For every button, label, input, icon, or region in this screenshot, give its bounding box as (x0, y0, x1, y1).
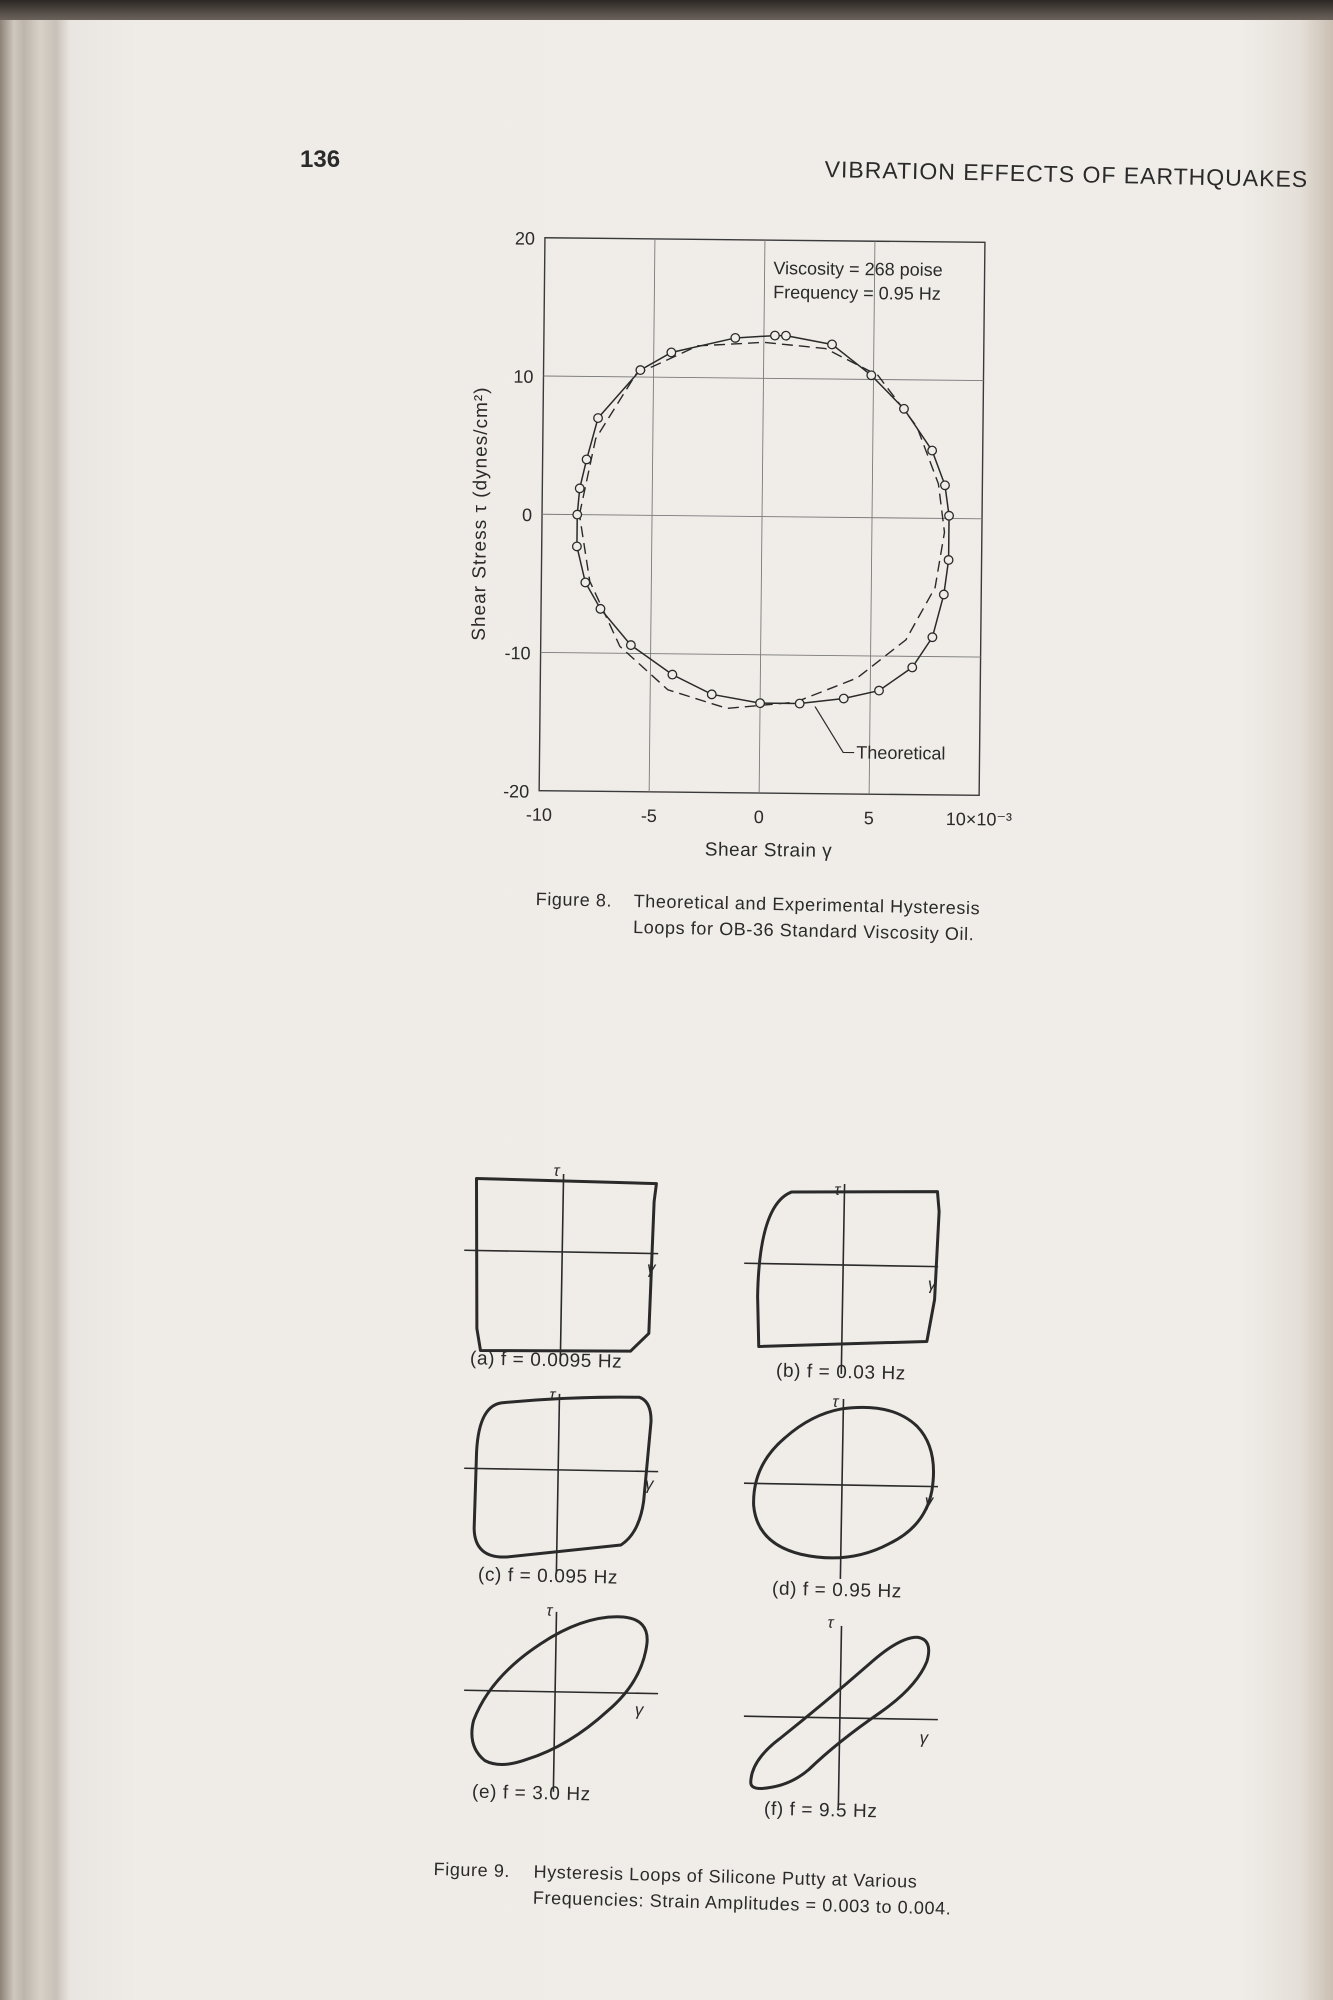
experimental-point (575, 484, 584, 493)
stress-axis-line (838, 1626, 841, 1806)
tau-axis-label: τ (834, 1181, 841, 1199)
gamma-axis-label: γ (927, 1274, 937, 1294)
hysteresis-loop-curve (757, 1188, 940, 1349)
panel-caption-d: (d) f = 0.95 Hz (771, 1578, 903, 1603)
panel-caption-c: (c) f = 0.095 Hz (477, 1564, 619, 1589)
experimental-point (668, 670, 677, 679)
experimental-point (667, 348, 676, 357)
figure-9-caption (433, 1856, 953, 1922)
figure-9-caption-line1: Hysteresis Loops of Silicone Putty at Various (533, 1861, 918, 1892)
experimental-point (839, 694, 848, 703)
tau-axis-label: τ (549, 1386, 556, 1404)
figure-8-caption-line1: Theoretical and Experimental Hysteresis (633, 891, 981, 919)
experimental-point (908, 663, 917, 672)
experimental-point (900, 404, 909, 413)
panel-caption-e: (e) f = 3.0 Hz (471, 1781, 591, 1806)
strain-axis-line (464, 1250, 658, 1253)
figure-8-chart (440, 215, 1020, 875)
strain-axis-line (744, 1263, 938, 1266)
experimental-point (928, 633, 937, 642)
experimental-point (756, 699, 765, 708)
experimental-point (941, 481, 950, 490)
hysteresis-loop-curve (474, 1394, 652, 1559)
experimental-point (771, 331, 780, 340)
figure-8-caption-label: Figure 8. (535, 888, 613, 911)
chart-annotation: Frequency = 0.95 Hz (773, 282, 941, 304)
figure-8-caption-line2: Loops for OB-36 Standard Viscosity Oil. (632, 917, 975, 945)
stress-axis-line (840, 1399, 843, 1579)
strain-axis-line (744, 1716, 938, 1719)
x-axis-label: Shear Strain γ (704, 839, 833, 862)
panel-caption-b: (b) f = 0.03 Hz (775, 1360, 907, 1385)
experimental-point (596, 605, 605, 614)
gamma-axis-label: γ (646, 1258, 656, 1278)
x-tick-label: -10 (525, 804, 553, 825)
figure-8-caption (535, 886, 981, 947)
theoretical-leader-line (815, 707, 855, 753)
hysteresis-loop-panel-c (458, 1378, 671, 1582)
experimental-point (707, 690, 716, 699)
hysteresis-loop-panel-b (738, 1168, 952, 1382)
gamma-axis-label: γ (634, 1700, 644, 1720)
chart-annotation: Viscosity = 268 poise (773, 258, 943, 280)
y-tick-label: -20 (503, 781, 530, 802)
experimental-point (582, 455, 591, 464)
experimental-point (636, 366, 645, 375)
tau-axis-label: τ (546, 1602, 553, 1620)
gamma-axis-label: γ (644, 1474, 654, 1494)
stress-axis-line (553, 1612, 556, 1792)
strain-axis-line (464, 1690, 658, 1693)
experimental-point (731, 334, 740, 343)
strain-axis-line (744, 1483, 938, 1486)
y-tick-label: 0 (521, 505, 533, 526)
experimental-point (782, 331, 791, 340)
experimental-point (828, 340, 837, 349)
panel-caption-f: (f) f = 9.5 Hz (763, 1798, 878, 1823)
chart-plot-group (466, 228, 1018, 864)
figure-9-caption-label: Figure 9. (433, 1858, 511, 1881)
experimental-point (875, 686, 884, 695)
hysteresis-loop-panel-a (458, 1158, 672, 1372)
hysteresis-loop-panel-f (738, 1610, 951, 1814)
x-tick-label: 10×10⁻³ (945, 808, 1013, 830)
page-number: 136 (300, 146, 341, 173)
stress-axis-line (560, 1174, 563, 1364)
x-tick-label: 0 (753, 806, 765, 828)
book-top-edge (0, 0, 1333, 20)
experimental-point (928, 446, 937, 455)
x-tick-label: 5 (863, 808, 874, 829)
experimental-point (581, 578, 590, 587)
experimental-point (795, 699, 804, 708)
x-tick-label: -5 (640, 805, 658, 826)
stress-axis-line (556, 1394, 559, 1574)
panel-caption-a: (a) f = 0.0095 Hz (469, 1348, 623, 1373)
tau-axis-label: τ (832, 1393, 839, 1411)
theoretical-curve-label: Theoretical (856, 742, 946, 764)
hysteresis-loop-panel-e (458, 1596, 671, 1800)
y-axis-label: Shear Stress τ (dynes/cm²) (468, 386, 493, 641)
experimental-point (594, 414, 603, 423)
figure-9-caption-line2: Frequencies: Strain Amplitudes = 0.003 to 0.004. (532, 1887, 952, 1919)
experimental-point (945, 511, 954, 520)
y-tick-label: -10 (504, 643, 531, 664)
y-tick-label: 10 (513, 366, 534, 387)
strain-axis-line (464, 1468, 658, 1471)
running-head: VIBRATION EFFECTS OF EARTHQUAKES (824, 156, 1309, 193)
experimental-point (627, 641, 636, 650)
experimental-point (573, 542, 582, 551)
hysteresis-loop-curve (473, 1178, 656, 1353)
experimental-point (944, 556, 953, 565)
tau-axis-label: τ (553, 1162, 560, 1180)
experimental-point (939, 590, 948, 599)
gamma-axis-label: γ (924, 1491, 934, 1511)
hysteresis-loop-panel-d (738, 1383, 951, 1587)
gamma-axis-label: γ (919, 1728, 929, 1748)
tau-axis-label: τ (827, 1614, 834, 1632)
experimental-point (867, 371, 876, 380)
y-tick-label: 20 (514, 228, 536, 249)
experimental-point (573, 510, 582, 519)
